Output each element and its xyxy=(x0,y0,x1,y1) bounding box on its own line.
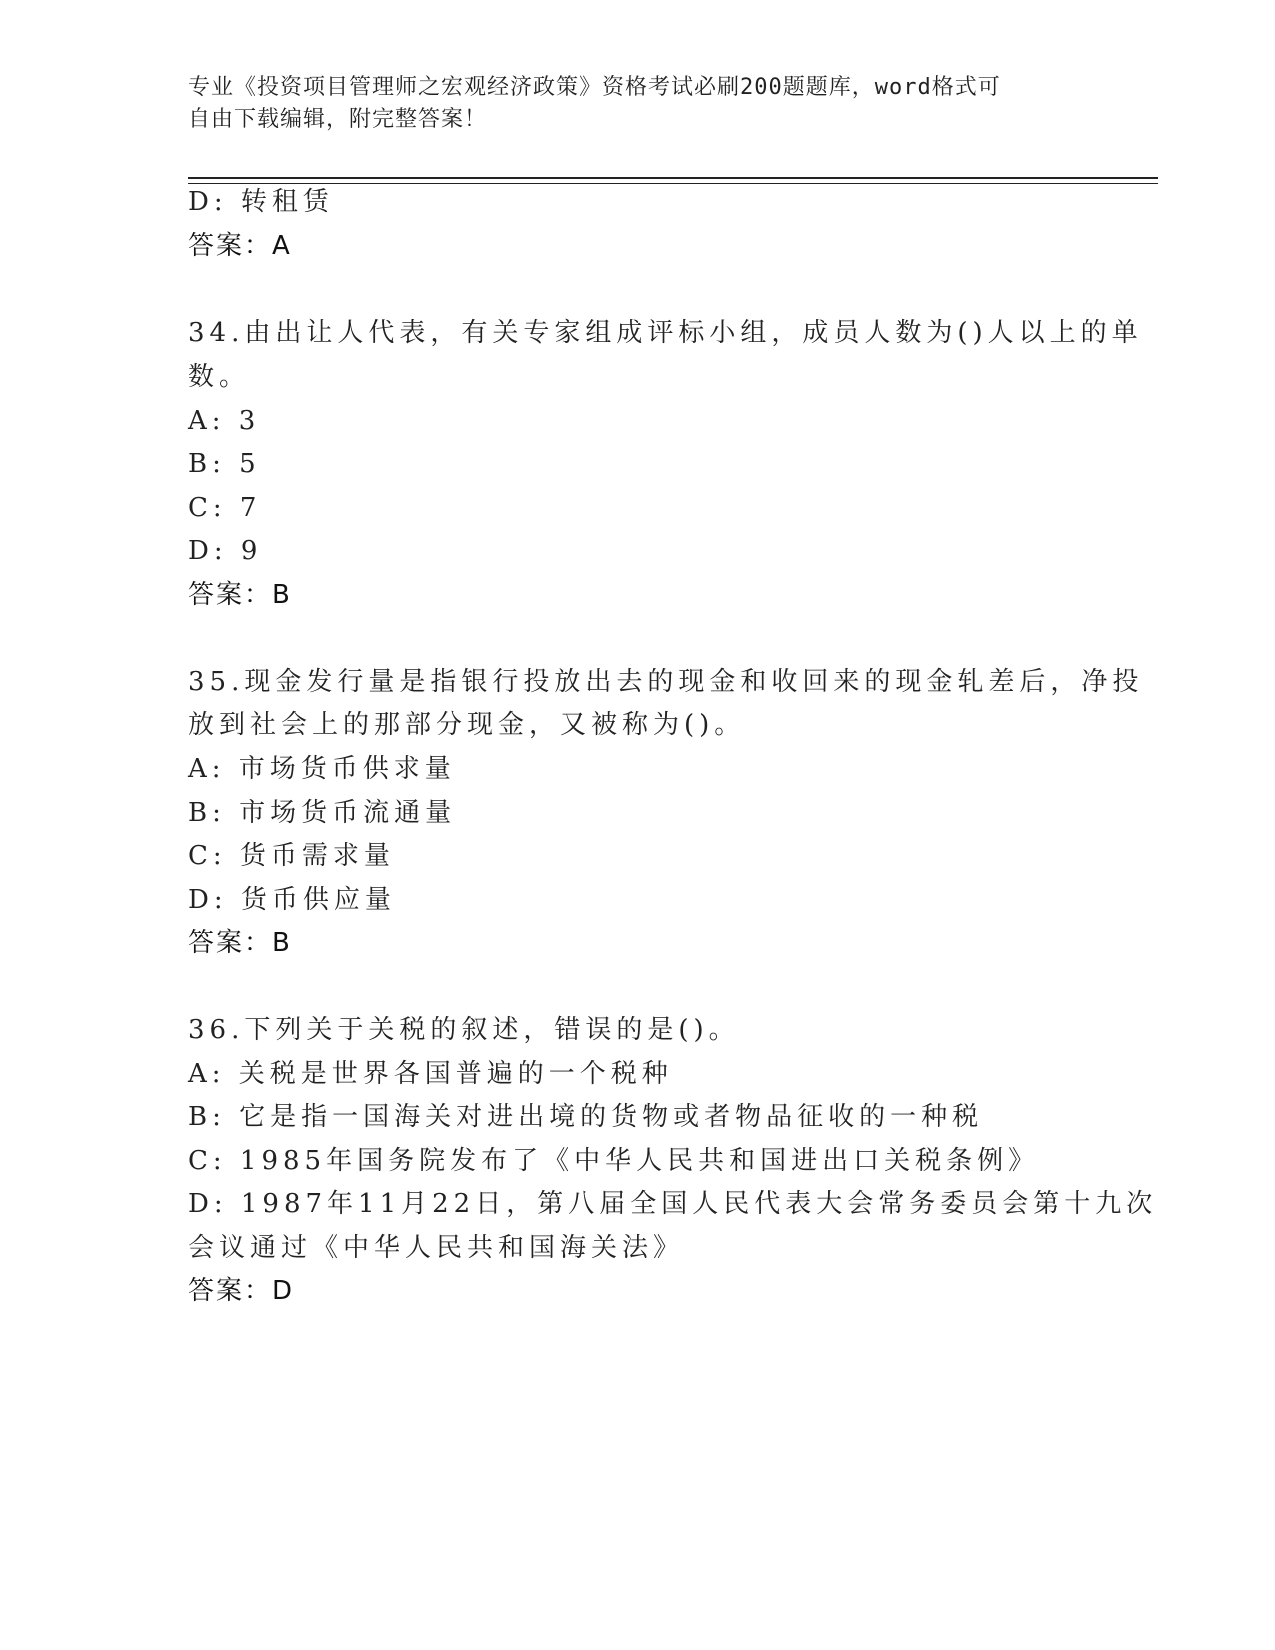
header-line-2: 自由下载编辑，附完整答案！ xyxy=(188,107,488,132)
option-a: A: 市场货币供求量 xyxy=(188,754,456,784)
option-b: B: 它是指一国海关对进出境的货物或者物品征收的一种税 xyxy=(188,1102,984,1132)
option-d-continued: 会议通过《中华人民共和国海关法》 xyxy=(188,1233,685,1263)
option-c: C: 1985年国务院发布了《中华人民共和国进出口关税条例》 xyxy=(188,1146,1040,1176)
answer-label: 答案：B xyxy=(188,580,292,610)
answer-label: 答案：B xyxy=(188,928,292,958)
option-d: D: 转租赁 xyxy=(188,187,334,217)
document-header xyxy=(188,72,1068,136)
option-b: B: 市场货币流通量 xyxy=(188,798,457,828)
option-c: C: 货币需求量 xyxy=(188,841,395,871)
header-divider-thin xyxy=(188,183,1158,184)
question-stem: 36.下列关于关税的叙述，错误的是()。 xyxy=(188,1015,740,1045)
question-stem-continued: 放到社会上的那部分现金，又被称为()。 xyxy=(188,710,746,740)
question-stem: 34.由出让人代表，有关专家组成评标小组，成员人数为()人以上的单 xyxy=(188,318,1143,348)
question-stem-continued: 数。 xyxy=(188,362,251,392)
answer-label: 答案：D xyxy=(188,1276,295,1306)
answer-label: 答案：A xyxy=(188,231,292,261)
option-d: D: 9 xyxy=(188,536,263,566)
header-line-1: 专业《投资项目管理师之宏观经济政策》资格考试必刷200题题库，word格式可 xyxy=(188,75,1001,100)
option-a: A: 3 xyxy=(188,406,261,436)
question-stem: 35.现金发行量是指银行投放出去的现金和收回来的现金轧差后，净投 xyxy=(188,667,1144,697)
option-b: B: 5 xyxy=(188,449,261,479)
header-divider-thick xyxy=(188,177,1158,179)
option-d: D: 货币供应量 xyxy=(188,885,396,915)
option-a: A: 关税是世界各国普遍的一个税种 xyxy=(188,1059,673,1089)
option-c: C: 7 xyxy=(188,493,262,523)
option-d: D: 1987年11月22日，第八届全国人民代表大会常务委员会第十九次 xyxy=(188,1189,1158,1219)
